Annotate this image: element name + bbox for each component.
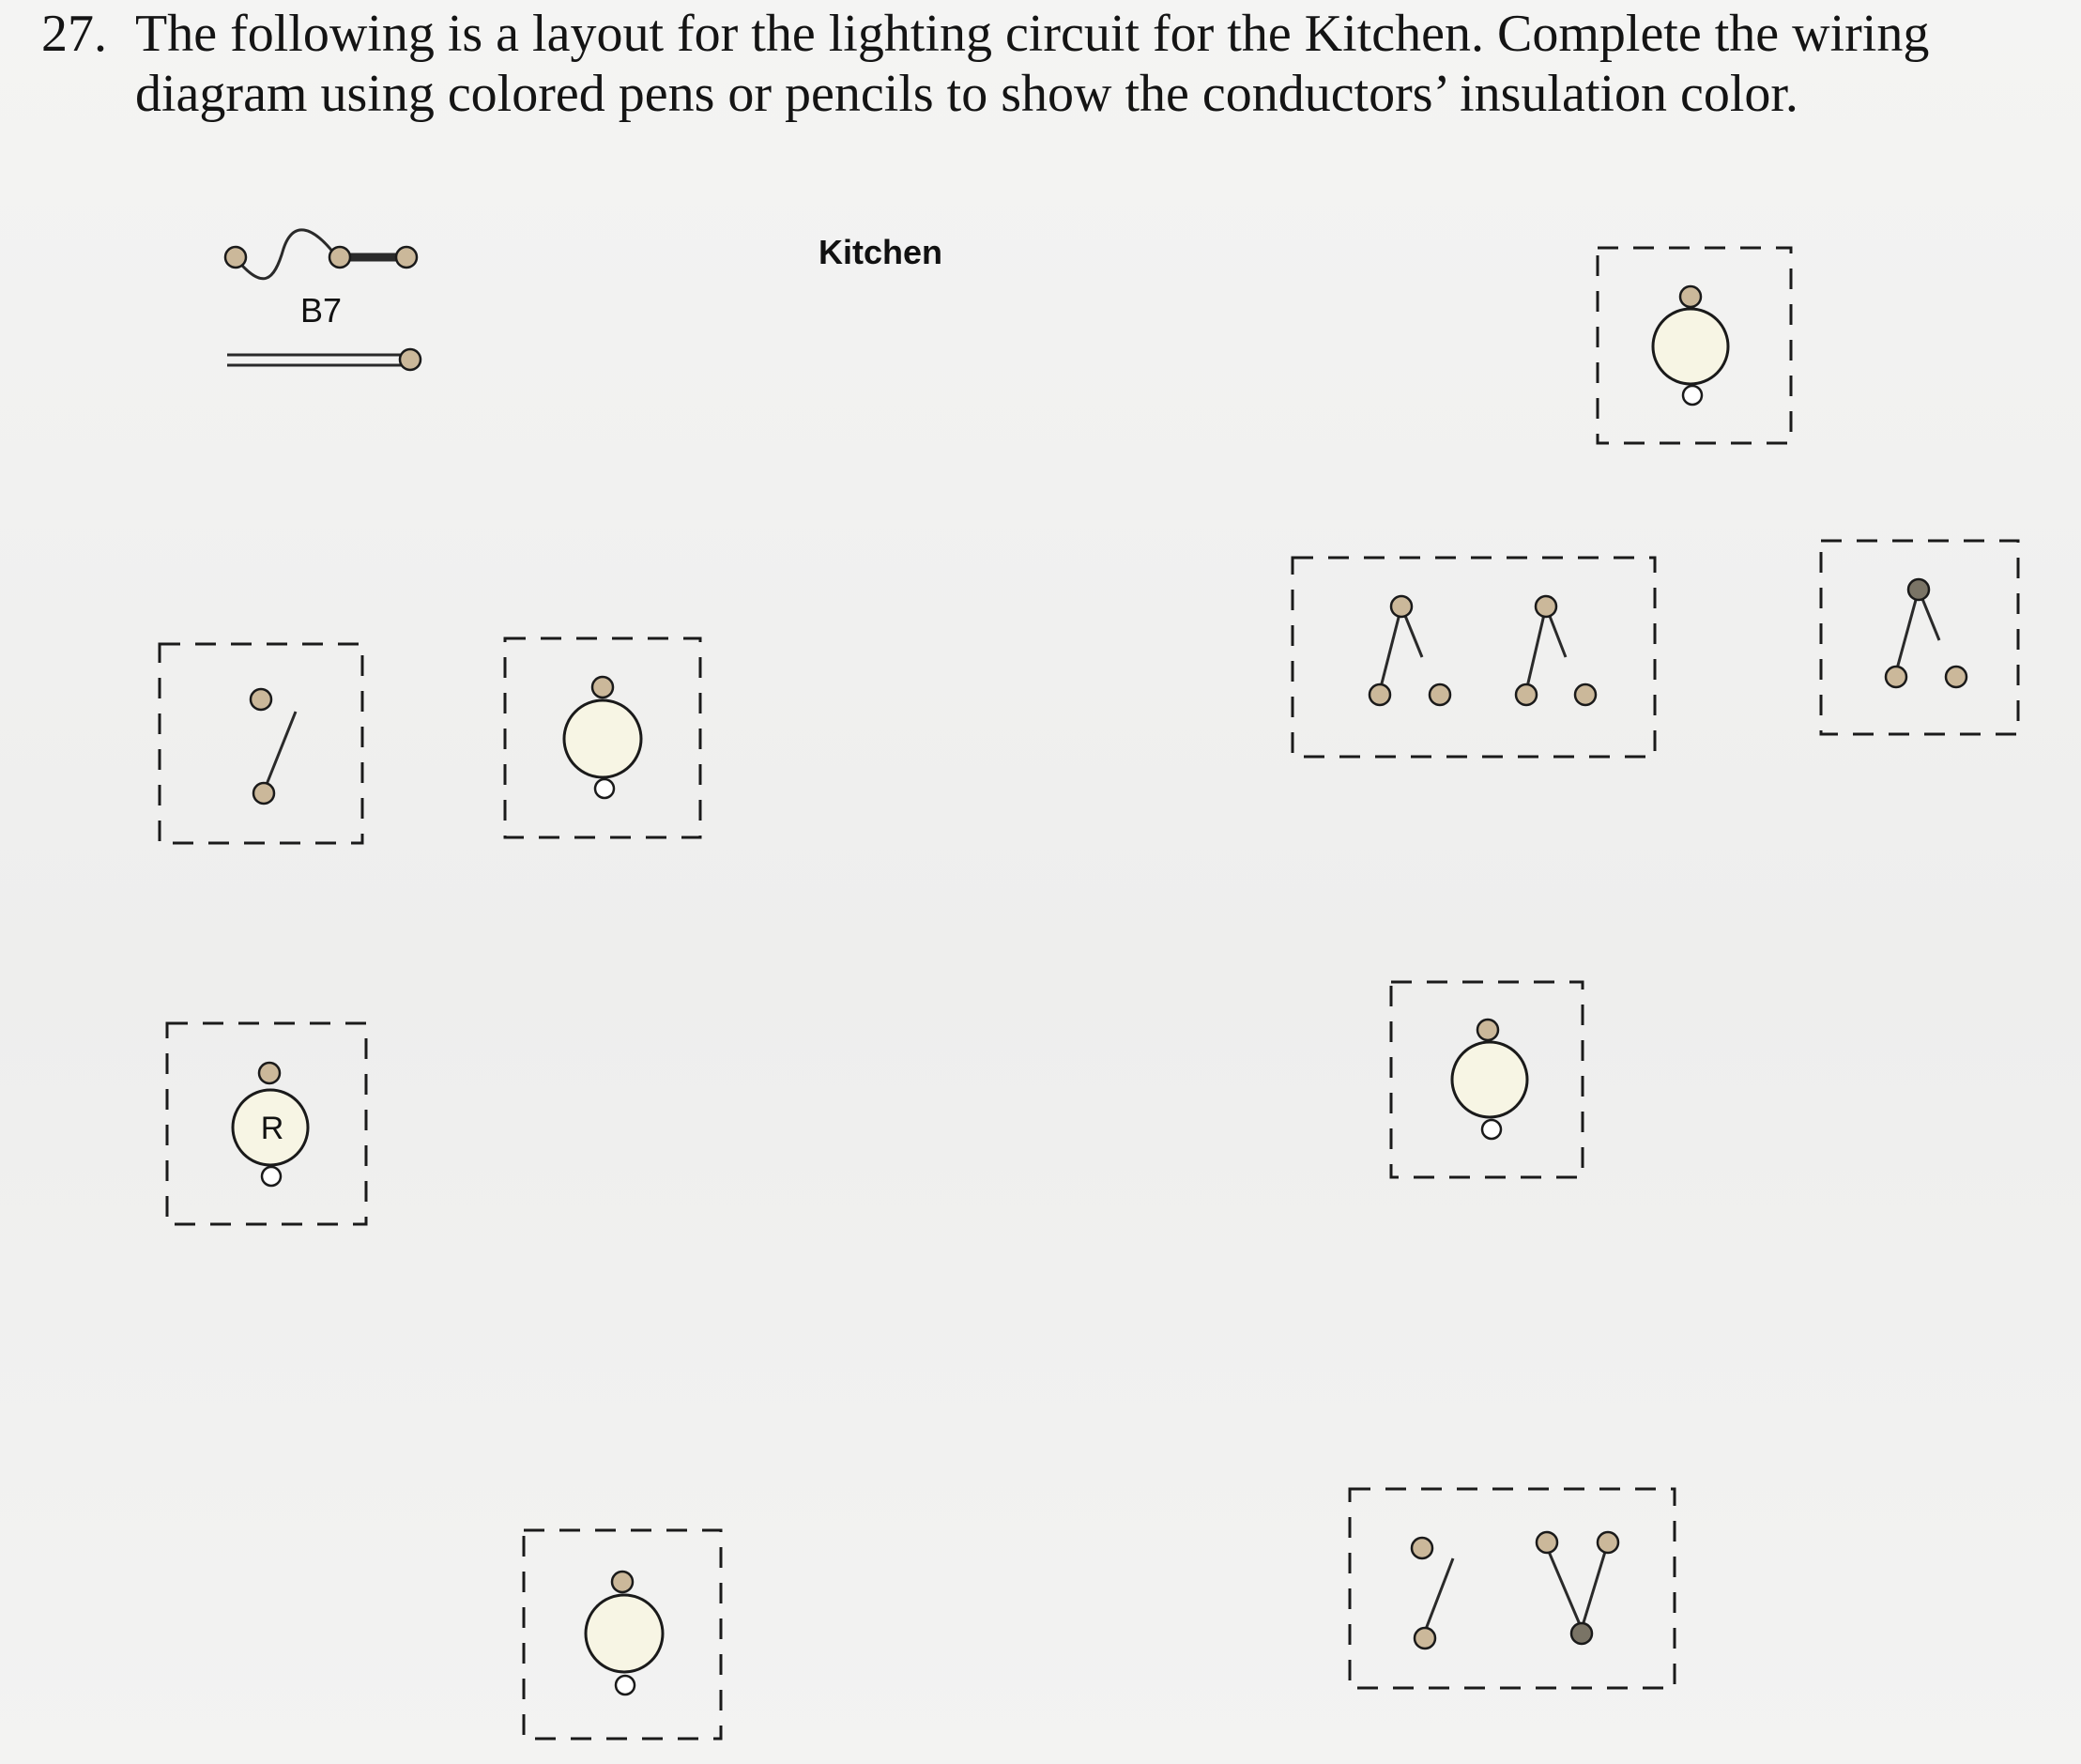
switch-box-outline xyxy=(160,644,362,843)
lamp-icon xyxy=(1452,1042,1527,1117)
three-way-2-traveler-a xyxy=(1516,684,1537,705)
three-way-1-traveler-a xyxy=(1369,684,1390,705)
lamp-outlet-box-2 xyxy=(1598,248,1791,443)
source-terminal-left xyxy=(225,247,246,268)
three-way-lever xyxy=(1896,590,1919,672)
lamp-terminal-neutral xyxy=(1482,1120,1501,1139)
cable-label: B7 xyxy=(300,291,343,330)
switch-lever xyxy=(266,712,296,787)
lamp-terminal-hot xyxy=(592,677,613,698)
black-conductor-curve xyxy=(236,230,334,279)
three-way-lever-right xyxy=(1582,1542,1608,1629)
lamp-terminal-hot xyxy=(612,1572,633,1592)
lamp-terminal-neutral xyxy=(1683,386,1702,405)
three-way-2-common xyxy=(1536,596,1556,617)
receptacle-label: R xyxy=(260,1111,284,1146)
receptacle-terminal-hot xyxy=(259,1063,280,1083)
lamp-terminal-neutral xyxy=(616,1676,635,1695)
lamp-terminal-hot xyxy=(1680,286,1701,307)
switch-box-outline xyxy=(1821,541,2018,734)
three-way-traveler-b xyxy=(1946,667,1966,687)
lamp-icon xyxy=(586,1595,663,1672)
lamp-outlet-box-1 xyxy=(505,638,700,837)
lamp-outlet-box-4 xyxy=(524,1530,721,1739)
receptacle-terminal-neutral xyxy=(262,1167,281,1186)
source-terminal-mid xyxy=(329,247,350,268)
three-way-common xyxy=(1571,1623,1592,1644)
room-label-kitchen: Kitchen xyxy=(819,233,943,271)
three-way-traveler-b xyxy=(1598,1532,1618,1553)
three-way-2-traveler-b xyxy=(1575,684,1596,705)
lamp-icon xyxy=(1653,309,1728,384)
three-way-1-traveler-b xyxy=(1430,684,1450,705)
three-way-traveler-a xyxy=(1537,1532,1557,1553)
single-pole-terminal-bottom xyxy=(1415,1628,1435,1649)
three-way-common xyxy=(1908,579,1929,600)
question-line-1: The following is a layout for the lighting circuit for the Kitchen. Complete the wiring xyxy=(135,5,1930,63)
question-number: 27. xyxy=(41,5,107,63)
three-way-lever-2 xyxy=(1526,606,1546,691)
three-way-lever-left xyxy=(1547,1547,1582,1629)
three-way-switch-box-double xyxy=(1293,558,1655,757)
switch-combo-box xyxy=(1350,1489,1675,1688)
single-pole-switch-box xyxy=(160,644,362,843)
lamp-icon xyxy=(564,700,641,777)
switch-terminal-top xyxy=(251,689,271,710)
switch-box-outline xyxy=(1293,558,1655,757)
switch-terminal-bottom xyxy=(253,783,274,804)
single-pole-terminal-top xyxy=(1412,1538,1432,1558)
switch-box-outline xyxy=(1350,1489,1675,1688)
source-terminal-right xyxy=(396,247,417,268)
three-way-traveler-a xyxy=(1886,667,1906,687)
white-conductor-terminal xyxy=(400,349,421,370)
three-way-switch-box-single xyxy=(1821,541,2018,734)
lamp-terminal-hot xyxy=(1477,1020,1498,1040)
lamp-outlet-box-3 xyxy=(1391,982,1583,1177)
three-way-lever-1 xyxy=(1380,606,1401,691)
single-pole-lever xyxy=(1425,1558,1453,1632)
lamp-terminal-neutral xyxy=(595,779,614,798)
three-way-1-common xyxy=(1391,596,1412,617)
question-line-2: diagram using colored pens or pencils to show the conductors’ insulation color. xyxy=(135,65,1798,123)
